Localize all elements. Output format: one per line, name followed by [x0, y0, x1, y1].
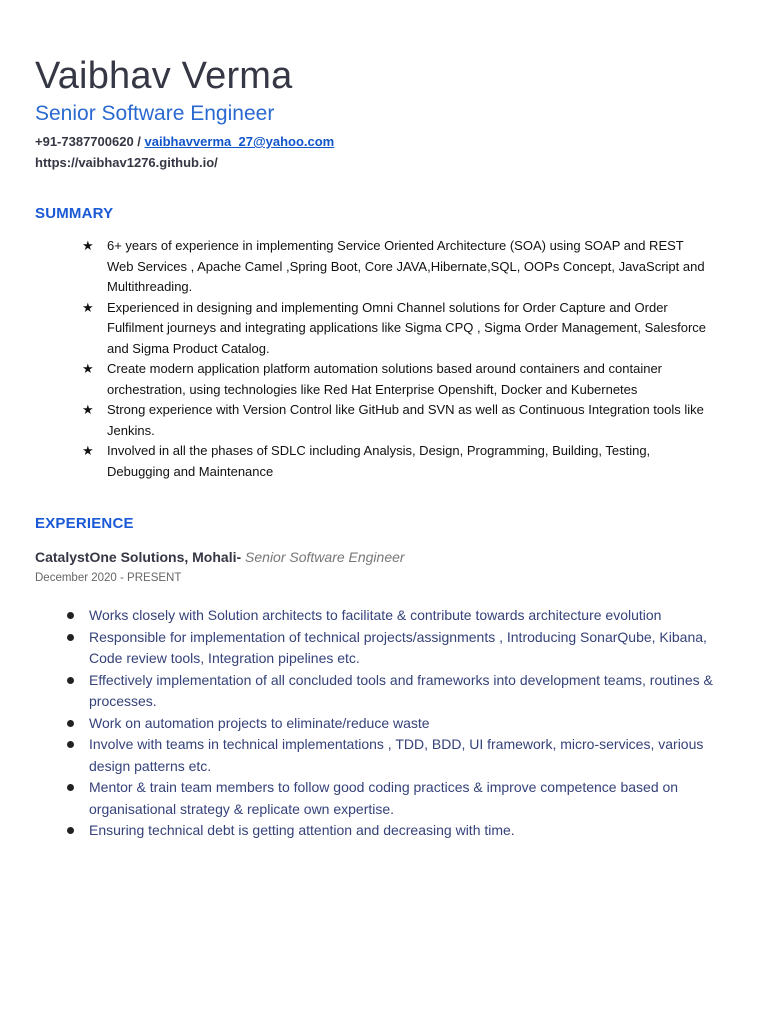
bullet-dot-icon: [67, 612, 74, 619]
summary-item-text: 6+ years of experience in implementing Service Oriented Architecture (SOA) using SOAP and REST Web Services , Apache Camel ,Spring Boot, Core JAVA,Hibernate,SQL, OOPs Concept, JavaScript and Multithreading.: [107, 238, 705, 294]
star-bullet-icon: ★: [82, 299, 94, 315]
job-bullet-text: Effectively implementation of all concluded tools and frameworks into development teams, routines & processes.: [89, 671, 713, 709]
summary-list: [80, 236, 712, 482]
job-title: Senior Software Engineer: [241, 549, 405, 565]
summary-item: [80, 359, 712, 400]
job-bullet: [63, 627, 713, 670]
job-header: [35, 549, 405, 565]
job-bullet: [63, 777, 713, 820]
email-link[interactable]: vaibhavverma_27@yahoo.com: [144, 134, 335, 149]
experience-heading: EXPERIENCE: [35, 515, 134, 532]
job-bullet: [63, 670, 713, 713]
job-bullet: [63, 605, 713, 627]
job-company: CatalystOne Solutions, Mohali-: [35, 549, 242, 565]
summary-item-text: Strong experience with Version Control like GitHub and SVN as well as Continuous Integration tools like Jenkins.: [107, 402, 704, 438]
summary-item: [80, 298, 712, 360]
candidate-name: Vaibhav Verma: [35, 55, 293, 97]
star-bullet-icon: ★: [82, 443, 94, 458]
bullet-dot-icon: [67, 741, 74, 748]
phone-number: +91-7387700620 /: [35, 134, 145, 149]
job-bullet-text: Responsible for implementation of technical projects/assignments , Introducing SonarQube, Kibana, Code review tools, Integration pipelines etc.: [89, 628, 707, 666]
contact-line: [35, 134, 334, 149]
star-bullet-icon: ★: [82, 238, 94, 253]
job-bullet-text: Involve with teams in technical implementations , TDD, BDD, UI framework, micro-services, various design patterns etc.: [89, 736, 704, 774]
job-bullet-text: Ensuring technical debt is getting attention and decreasing with time.: [89, 822, 515, 838]
job-bullet: [63, 734, 713, 777]
bullet-dot-icon: [67, 720, 74, 727]
summary-item-text: Experienced in designing and implementing Omni Channel solutions for Order Capture and Order Fulfilment journeys and integrating applications like Sigma CPQ , Sigma Order Management, Salesforce and Sigma Product Catalog.: [107, 299, 707, 356]
summary-item-text: Involved in all the phases of SDLC including Analysis, Design, Programming, Building, Testing, Debugging and Maintenance: [107, 443, 651, 479]
candidate-role: Senior Software Engineer: [35, 102, 275, 125]
bullet-dot-icon: [67, 784, 74, 791]
job-bullet: [63, 820, 713, 842]
website-url: https://vaibhav1276.github.io/: [35, 155, 218, 170]
bullet-dot-icon: [67, 827, 74, 834]
summary-item: [80, 400, 712, 441]
job-bullet-text: Works closely with Solution architects to facilitate & contribute towards architecture evolution: [89, 607, 662, 623]
star-bullet-icon: ★: [82, 361, 94, 376]
summary-item: [80, 441, 712, 482]
job-bullet-text: Mentor & train team members to follow good coding practices & improve competence based on organisational strategy & replicate own expertise.: [89, 779, 679, 817]
job-dates: December 2020 - PRESENT: [35, 572, 182, 584]
bullet-dot-icon: [67, 677, 74, 684]
summary-item-text: Create modern application platform automation solutions based around containers and container orchestration, using technologies like Red Hat Enterprise Openshift, Docker and Kubernetes: [107, 361, 663, 397]
summary-heading: SUMMARY: [35, 205, 114, 222]
star-bullet-icon: ★: [82, 402, 94, 417]
job-bullet-list: [63, 605, 713, 842]
job-bullet-text: Work on automation projects to eliminate/reduce waste: [89, 714, 430, 731]
job-bullet: [63, 713, 713, 735]
summary-item: [80, 236, 712, 298]
bullet-dot-icon: [67, 634, 74, 641]
